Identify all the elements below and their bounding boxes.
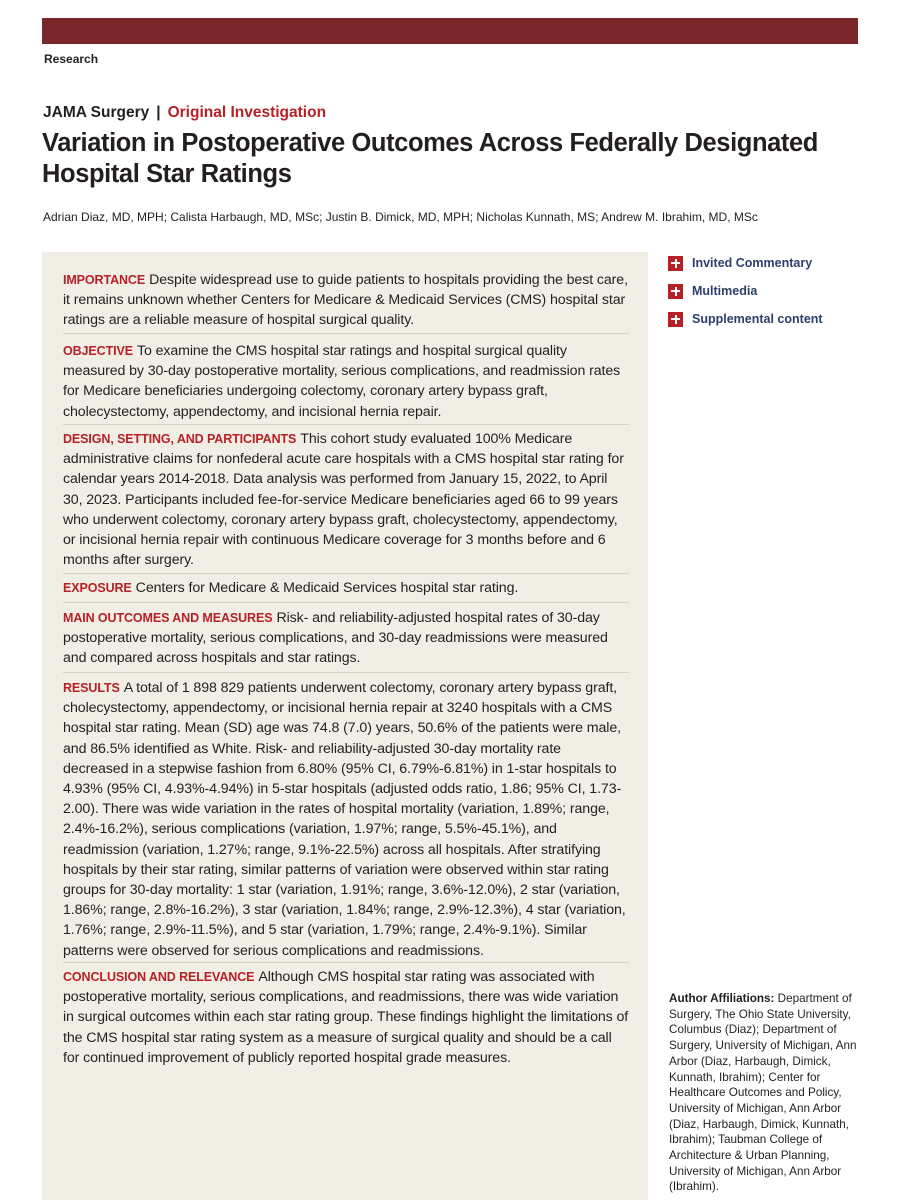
abstract-design: [63, 429, 629, 570]
author-list: Adrian Diaz, MD, MPH; Calista Harbaugh, MD, MSc; Justin B. Dimick, MD, MPH; Nicholas Kunnath, MS; Andrew M. Ibrahim, MD, MSc: [43, 210, 758, 224]
section-divider: [63, 333, 629, 334]
section-label: Research: [44, 52, 99, 66]
section-heading: EXPOSURE: [63, 581, 132, 595]
section-text: To examine the CMS hospital star ratings and hospital surgical quality measured by 30-day postoperative mortality, serious complications, and readmission rates for Medicare beneficiaries undergoing colectomy, coronary artery bypass graft, cholecystectomy, appendectomy, and incisional hernia repair.: [63, 343, 621, 420]
plus-icon: [668, 256, 683, 271]
plus-icon: [668, 312, 683, 327]
abstract-objective: [63, 341, 629, 422]
plus-icon: [668, 284, 683, 299]
section-text: Although CMS hospital star rating was associated with postoperative mortality, serious complications, and readmissions, there was wide variation in surgical outcomes within each star rating group. These findings highlight the limitations of the CMS hospital star rating system as a measure of surgical quality and should be a call for continued improvement of publicly reported hospital grade measures.: [63, 969, 629, 1066]
supplemental-content-link[interactable]: [668, 305, 823, 333]
section-divider: [63, 602, 629, 603]
section-text: A total of 1 898 829 patients underwent colectomy, coronary artery bypass graft, cholecystectomy, appendectomy, or incisional hernia repair at 3240 hospitals with a CMS hospital star rating. Mean (SD) age was 74.8 (7.0) years, 50.6% of the patients were male, and 86.5% identified as White. Risk- and reliability-adjusted 30-day mortality rate decreased in a stepwise fashion from 6.80% (95% CI, 6.79%-6.81%) in 1-star hospitals to 4.93% (95% CI, 4.93%-4.94%) in 5-star hospitals (adjusted odds ratio, 1.86; 95% CI, 1.73-2.00). There was wide variation in the rates of hospital mortality (variation, 1.89%; range, 2.4%-16.2%), serious complications (variation, 1.97%; range, 5.5%-45.1%), and readmission (variation, 1.27%; range, 9.1%-22.5%) across all hospitals. After stratifying hospitals by their star rating, similar patterns of variation were observed within star rating groups for 30-day mortality: 1 star (variation, 1.91%; range, 3.6%-12.0%), 2 star (variation, 1.86%; range, 2.8%-16.2%), 3 star (variation, 1.84%; range, 2.9%-12.3%), 4 star (variation, 1.76%; range, 2.9%-11.5%), and 5 star (variation, 1.79%; range, 2.4%-9.1%). Similar patterns were observed for serious complications and readmissions.: [63, 680, 626, 959]
section-heading: IMPORTANCE: [63, 273, 146, 287]
section-heading: OBJECTIVE: [63, 344, 133, 358]
abstract-box: [42, 252, 648, 1200]
abstract-conclusion: [63, 967, 629, 1068]
section-heading: CONCLUSION AND RELEVANCE: [63, 970, 255, 984]
section-divider: [63, 424, 629, 425]
related-content-links: [668, 249, 823, 333]
section-heading: DESIGN, SETTING, AND PARTICIPANTS: [63, 432, 297, 446]
section-text: Centers for Medicare & Medicaid Services hospital star rating.: [135, 580, 519, 596]
abstract-importance: [63, 270, 629, 331]
journal-name: JAMA Surgery: [43, 104, 150, 121]
invited-commentary-link[interactable]: [668, 249, 823, 277]
multimedia-link[interactable]: [668, 277, 823, 305]
affiliations-text: Department of Surgery, The Ohio State University, Columbus (Diaz); Department of Surgery, University of Michigan, Ann Arbor (Diaz, Harbaugh, Dimick, Kunnath, Ibrahim); Center for Healthcare Outcomes and Policy, University of Michigan, Ann Arbor (Diaz, Harbaugh, Dimick, Kunnath, Ibrahim); Taubman College of Architecture & Urban Planning, University of Michigan, Ann Arbor (Ibrahim).: [669, 992, 857, 1194]
section-heading: RESULTS: [63, 681, 120, 695]
affiliations-heading: Author Affiliations:: [669, 992, 775, 1005]
sidebar-link-label: Multimedia: [692, 284, 758, 298]
section-divider: [63, 672, 629, 673]
journal-brand-bar: [42, 18, 858, 44]
article-title: Variation in Postoperative Outcomes Across Federally Designated Hospital Star Ratings: [42, 129, 818, 188]
section-text: Risk- and reliability-adjusted hospital rates of 30-day postoperative mortality, serious complications, and 30-day readmissions were measured and compared across hospitals and star ratings.: [63, 610, 608, 667]
section-text: Despite widespread use to guide patients to hospitals providing the best care, it remains unknown whether Centers for Medicare & Medicaid Services (CMS) hospital star ratings are a reliable measure of hospital surgical quality.: [63, 272, 628, 329]
section-divider: [63, 962, 629, 963]
section-heading: MAIN OUTCOMES AND MEASURES: [63, 611, 273, 625]
section-text: This cohort study evaluated 100% Medicare administrative claims for nonfederal acute care hospitals with a CMS hospital star rating for calendar years 2014-2018. Data analysis was performed from January 15, 2022, to April 30, 2023. Participants included fee-for-service Medicare beneficiaries aged 66 to 99 years who underwent colectomy, coronary artery bypass graft, cholecystectomy, appendectomy, or incisional hernia repair with continuous Medicare coverage for 3 months before and 6 months after surgery.: [63, 431, 624, 569]
abstract-outcomes: [63, 608, 629, 669]
journal-separator: |: [156, 104, 161, 121]
abstract-exposure: [63, 578, 629, 598]
journal-line: [43, 104, 326, 122]
article-type: Original Investigation: [167, 104, 327, 121]
abstract-results: [63, 678, 629, 961]
sidebar-link-label: Invited Commentary: [692, 256, 813, 270]
section-divider: [63, 573, 629, 574]
author-affiliations: [669, 991, 857, 1195]
sidebar-link-label: Supplemental content: [692, 312, 823, 326]
